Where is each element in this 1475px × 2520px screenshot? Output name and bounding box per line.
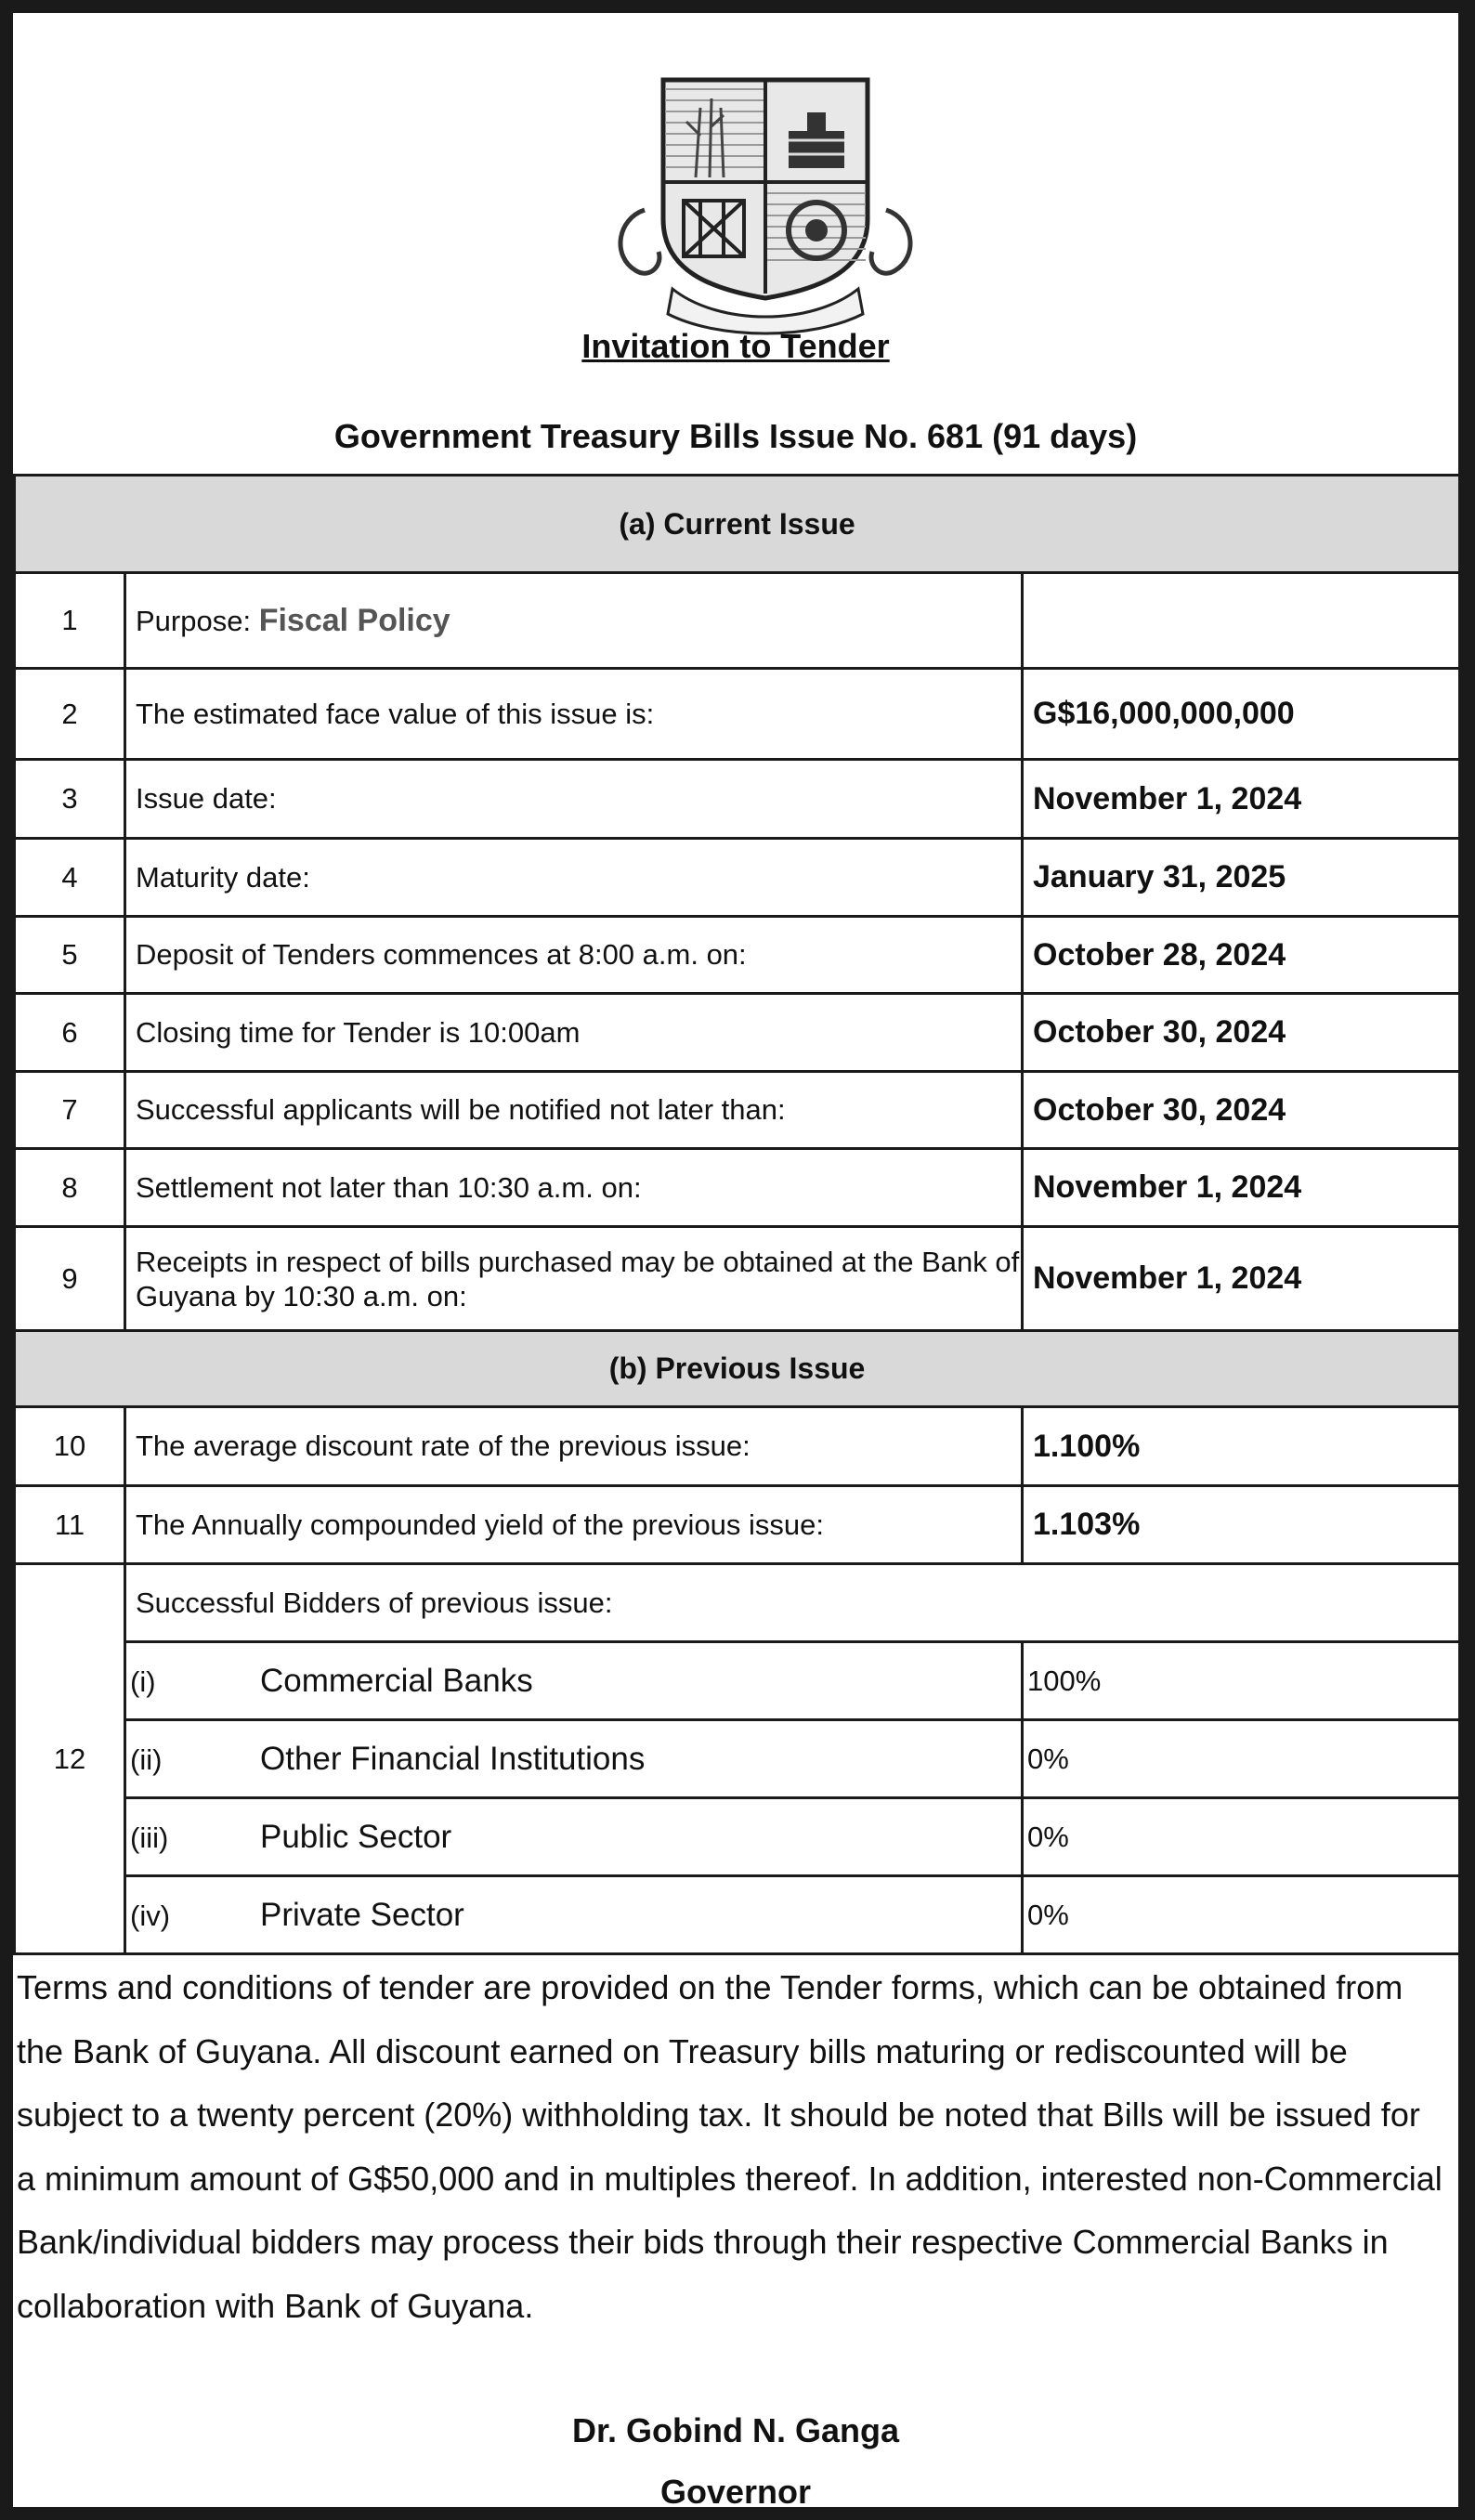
row-number: 6: [15, 994, 125, 1072]
row-label: Settlement not later than 10:30 a.m. on:: [125, 1149, 1023, 1227]
row-label: Successful applicants will be notified not later than:: [125, 1072, 1023, 1149]
row-value: October 28, 2024: [1023, 917, 1460, 994]
table-row: [15, 1407, 1460, 1486]
row-number: 3: [15, 760, 125, 839]
bidder-label: Other Financial Institutions: [260, 1740, 646, 1777]
purpose-value: Fiscal Policy: [258, 602, 450, 638]
row-value: November 1, 2024: [1023, 760, 1460, 839]
row-value: October 30, 2024: [1023, 1072, 1460, 1149]
section-header-current: [15, 476, 1460, 573]
bidder-row: [15, 1798, 1460, 1876]
bidder-row: [15, 1642, 1460, 1720]
row-number: 7: [15, 1072, 125, 1149]
bidder-roman: (ii): [130, 1743, 163, 1776]
page-title: Invitation to Tender: [581, 327, 890, 365]
bidder-label: Commercial Banks: [260, 1662, 533, 1699]
bidder-row: [15, 1720, 1460, 1798]
signatory-title: Governor: [659, 2473, 812, 2511]
page-subtitle: Government Treasury Bills Issue No. 681 (91 days): [333, 417, 1138, 455]
bidders-heading-row: [15, 1564, 1460, 1642]
row-value: [1023, 573, 1460, 669]
tender-table: [13, 474, 1461, 1955]
row-value: November 1, 2024: [1023, 1227, 1460, 1331]
row-number: 11: [15, 1486, 125, 1564]
row-number: 4: [15, 839, 125, 917]
signatory-name: Dr. Gobind N. Ganga: [571, 2411, 900, 2449]
table-row: [15, 1149, 1460, 1227]
bidder-roman: (iii): [130, 1821, 169, 1854]
table-row: [15, 760, 1460, 839]
row-value: October 30, 2024: [1023, 994, 1460, 1072]
bidder-value: 100%: [1023, 1642, 1460, 1720]
document: [13, 13, 1458, 2511]
bidder-label: Private Sector: [260, 1896, 464, 1933]
table-row: [15, 1072, 1460, 1149]
row-number: 12: [15, 1564, 125, 1954]
row-number: 8: [15, 1149, 125, 1227]
bank-of-guyana-crest: [607, 71, 923, 340]
table-row: [15, 839, 1460, 917]
row-number: 1: [15, 573, 125, 669]
row-value: G$16,000,000,000: [1023, 669, 1460, 760]
bidder-value: 0%: [1023, 1876, 1460, 1954]
row-label: Receipts in respect of bills purchased may be obtained at the Bank of Guyana by 10:30 a.m. on:: [125, 1227, 1023, 1331]
bidder-label: Public Sector: [260, 1818, 452, 1855]
bidder-label-cell: [125, 1876, 1023, 1954]
row-label: Issue date:: [125, 760, 1023, 839]
table-row: [15, 669, 1460, 760]
row-value: November 1, 2024: [1023, 1149, 1460, 1227]
table-row: [15, 917, 1460, 994]
row-label: The estimated face value of this issue is:: [125, 669, 1023, 760]
section-current-label: (a) Current Issue: [15, 476, 1460, 573]
bidder-label-cell: [125, 1642, 1023, 1720]
row-number: 2: [15, 669, 125, 760]
bidder-value: 0%: [1023, 1798, 1460, 1876]
bidder-row: [15, 1876, 1460, 1954]
purpose-label: Purpose:: [136, 604, 252, 637]
table-row: [15, 994, 1460, 1072]
bidders-heading: Successful Bidders of previous issue:: [125, 1564, 1460, 1642]
row-number: 5: [15, 917, 125, 994]
table-row: [15, 573, 1460, 669]
row-value: 1.103%: [1023, 1486, 1460, 1564]
row-number: 10: [15, 1407, 125, 1486]
row-label: The Annually compounded yield of the previous issue:: [125, 1486, 1023, 1564]
bidder-value: 0%: [1023, 1720, 1460, 1798]
section-header-previous: [15, 1331, 1460, 1407]
row-label: Deposit of Tenders commences at 8:00 a.m. on:: [125, 917, 1023, 994]
row-value: 1.100%: [1023, 1407, 1460, 1486]
bidder-roman: (i): [130, 1665, 156, 1698]
row-value: January 31, 2025: [1023, 839, 1460, 917]
bidder-roman: (iv): [130, 1899, 171, 1932]
bidder-label-cell: [125, 1720, 1023, 1798]
table-row: [15, 1227, 1460, 1331]
row-label: Maturity date:: [125, 839, 1023, 917]
row-number: 9: [15, 1227, 125, 1331]
row-label: Closing time for Tender is 10:00am: [125, 994, 1023, 1072]
row-label: [125, 573, 1023, 669]
row-label: The average discount rate of the previous issue:: [125, 1407, 1023, 1486]
terms-paragraph: Terms and conditions of tender are provided on the Tender forms, which can be obtained from the Bank of Guyana. All discount earned on Treasury bills maturing or rediscounted will be subject to a twenty percent (20%) withholding tax. It should be noted that Bills will be issued for a minimum amount of G$50,000 and in multiples thereof. In addition, interested non-Commercial Bank/individual bidders may process their bids through their respective Commercial Banks in collaboration with Bank of Guyana.: [17, 1968, 1442, 2325]
section-previous-label: (b) Previous Issue: [15, 1331, 1460, 1407]
table-row: [15, 1486, 1460, 1564]
bidder-label-cell: [125, 1798, 1023, 1876]
